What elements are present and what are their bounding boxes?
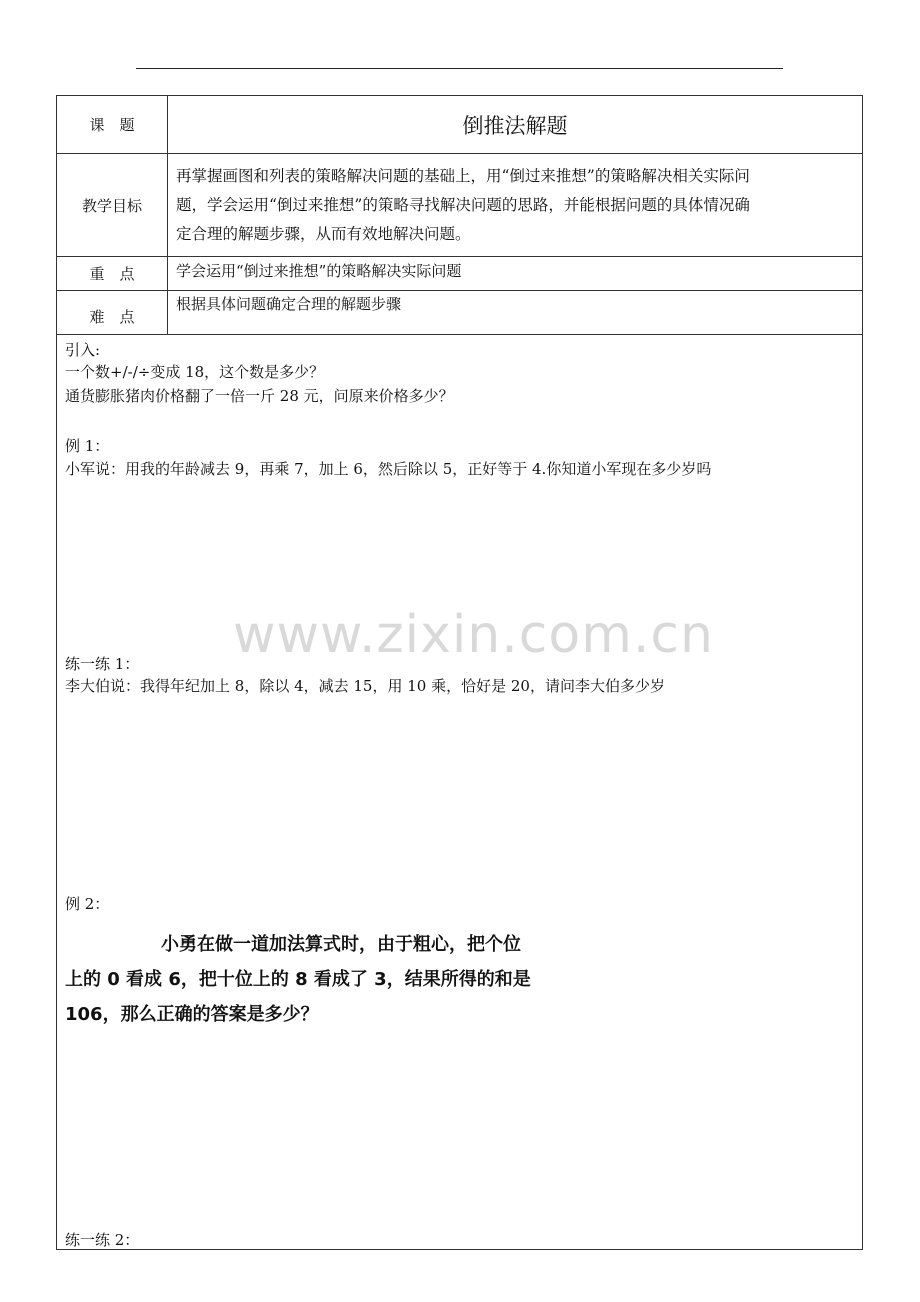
goal-line-3: 定合理的解题步骤，从而有效地解决问题。	[176, 225, 471, 243]
row-teaching-goal	[57, 154, 862, 257]
teaching-goal-text	[176, 162, 854, 249]
example1-text: 小军说：用我的年龄减去 9，再乘 7，加上 6，然后除以 5，正好等于 4.你知道小军现在多少岁吗	[65, 460, 712, 478]
label-difficult-point: 难 点	[57, 291, 168, 334]
practice2-heading: 练一练 2：	[65, 1231, 140, 1249]
goal-line-1: 再掌握画图和列表的策略解决问题的基础上，用“倒过来推想”的策略解决相关实际问	[176, 167, 750, 185]
lesson-plan-table	[56, 95, 863, 1250]
example2-line-1: 小勇在做一道加法算式时，由于粗心，把个位	[161, 934, 521, 955]
label-key-point: 重 点	[57, 257, 168, 290]
watermark: www.zixin.com.cn	[233, 605, 714, 665]
example2-line-3: 106，那么正确的答案是多少？	[65, 1004, 319, 1025]
goal-line-2: 题，学会运用“倒过来推想”的策略寻找解决问题的思路，并能根据问题的具体情况确	[176, 196, 750, 214]
example2-problem	[65, 927, 531, 1032]
intro-line-1: 一个数+/-/÷变成 18，这个数是多少？	[65, 363, 325, 381]
example2-line-2: 上的 0 看成 6，把十位上的 8 看成了 3，结果所得的和是	[65, 969, 531, 990]
row-key-point	[57, 257, 862, 291]
difficult-point-text: 根据具体问题确定合理的解题步骤	[176, 295, 402, 313]
intro-line-2: 通货膨胀猪肉价格翻了一倍一斤 28 元，问原来价格多少？	[65, 387, 454, 405]
example1-heading: 例 1：	[65, 437, 110, 455]
header-rule	[136, 68, 783, 69]
lesson-title: 倒推法解题	[462, 113, 568, 138]
label-topic: 课 题	[57, 96, 168, 153]
intro-heading: 引入:	[65, 341, 101, 359]
label-teaching-goal: 教学目标	[57, 154, 168, 256]
row-difficult-point	[57, 291, 862, 335]
practice1-heading: 练一练 1：	[65, 655, 140, 673]
example2-heading: 例 2：	[65, 895, 110, 913]
row-topic	[57, 96, 862, 154]
key-point-text: 学会运用“倒过来推想”的策略解决实际问题	[176, 262, 462, 280]
practice1-text: 李大伯说：我得年纪加上 8，除以 4，减去 15，用 10 乘，恰好是 20，请问李大伯多少岁	[65, 677, 665, 695]
